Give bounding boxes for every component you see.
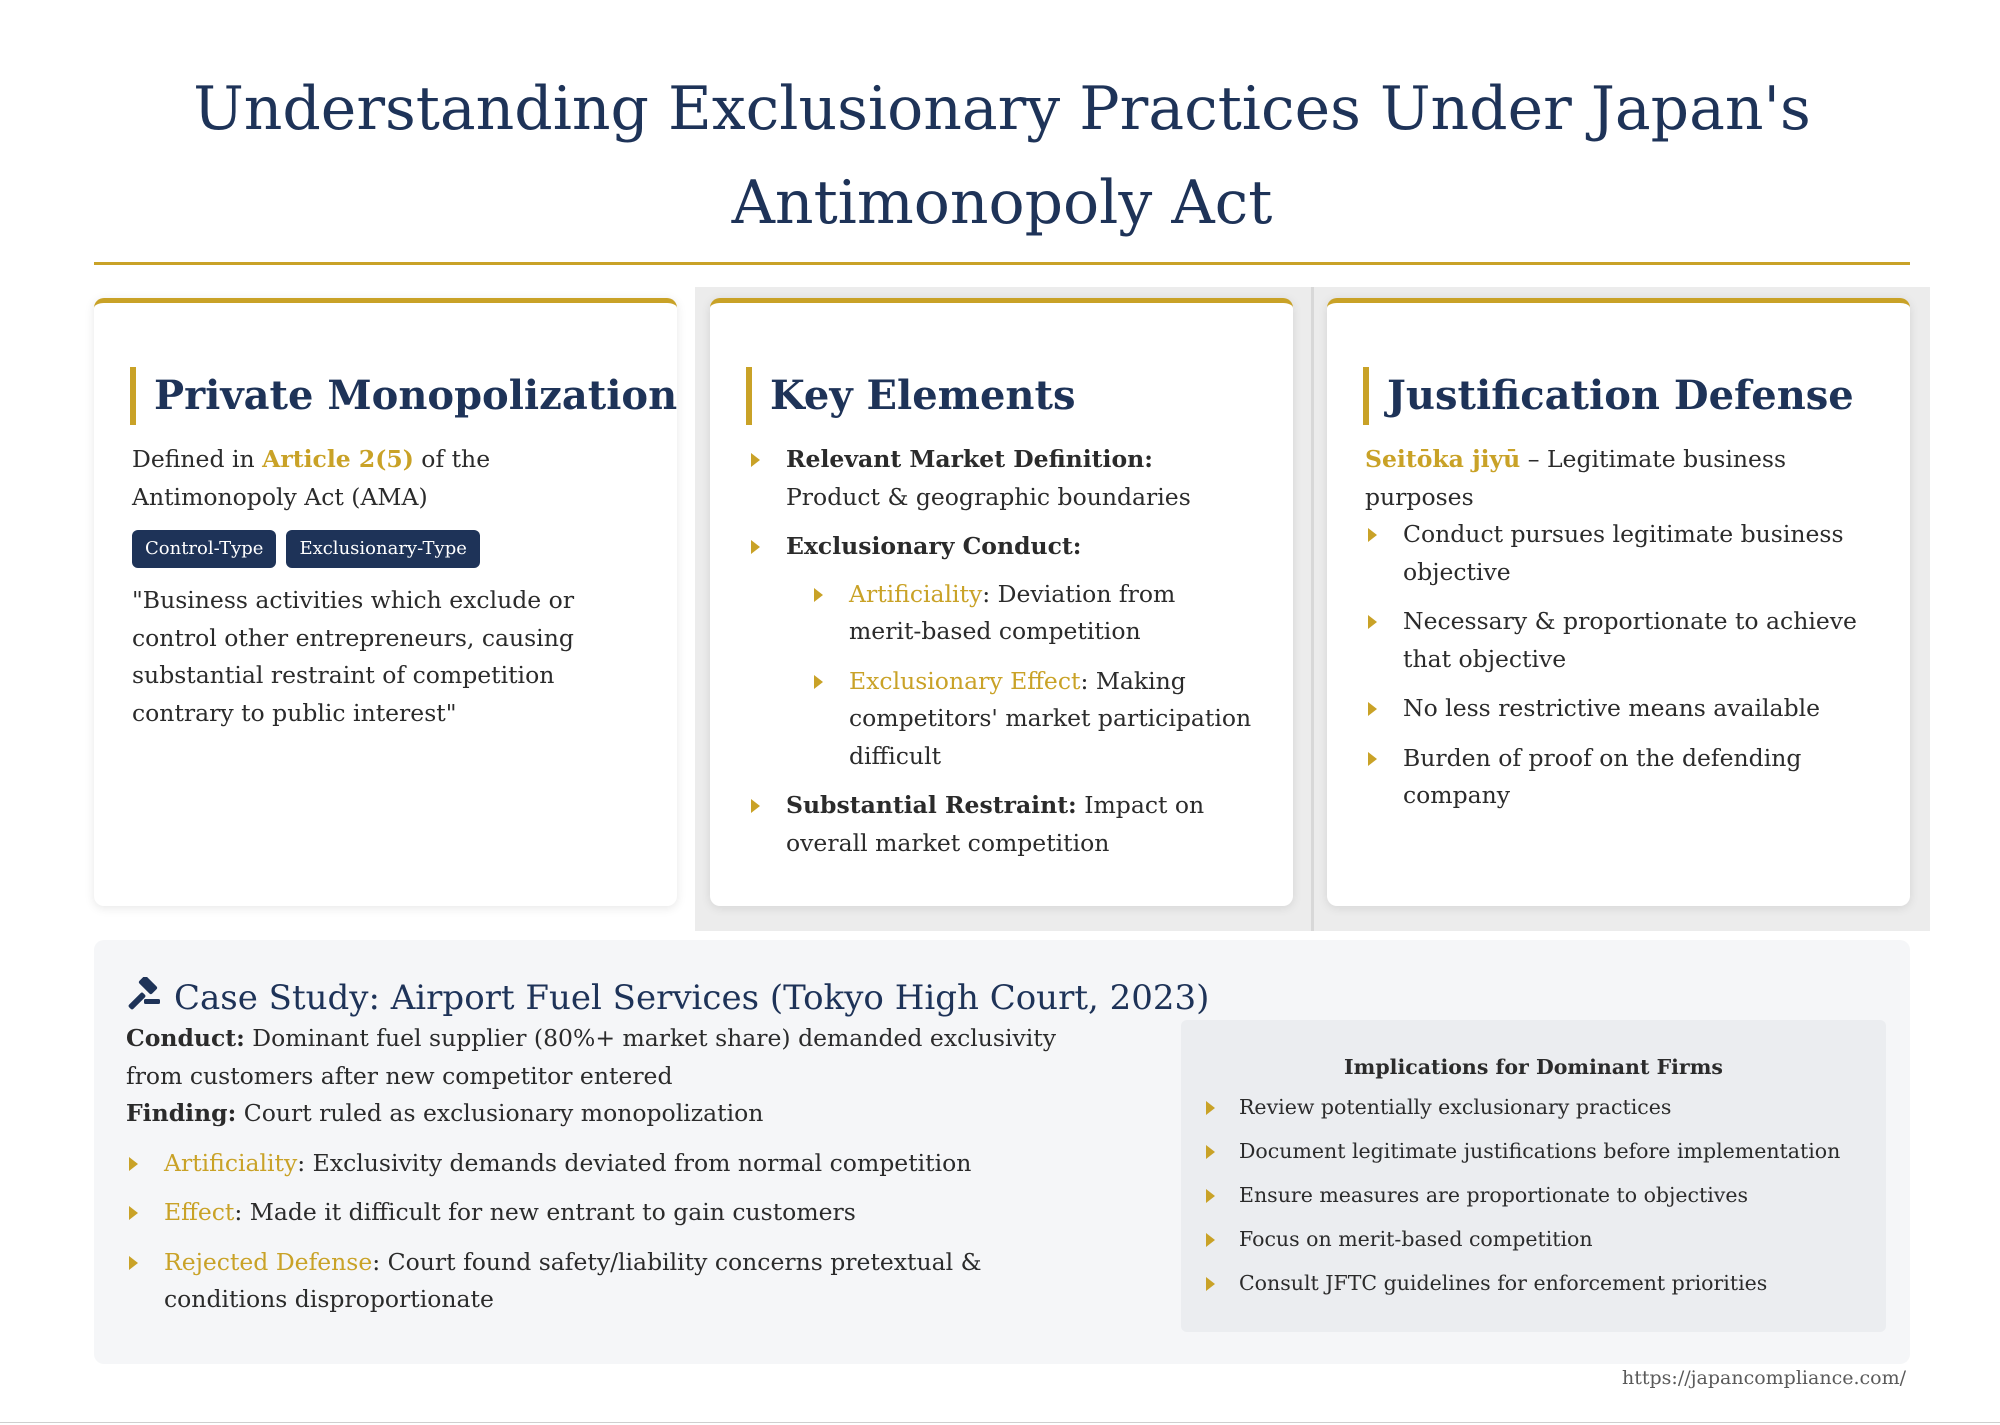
definition-text [132, 441, 649, 516]
defense-term-line [1365, 441, 1886, 516]
case-points-list [126, 1145, 1106, 1319]
card-heading: Justification Defense [1363, 367, 1854, 425]
implications-box [1181, 1020, 1886, 1332]
point-text: : Court found safety/liability concerns pretextual & conditions disproportionate [164, 1247, 982, 1313]
case-study-panel [94, 940, 1910, 1364]
elements-list [748, 441, 1253, 862]
badge-control-type: Control-Type [132, 530, 276, 568]
list-item: No less restrictive means available [1365, 690, 1886, 728]
defense-term-text: – Legitimate business purposes [1365, 445, 1787, 511]
sub-list [811, 576, 1253, 776]
band-divider [1311, 287, 1314, 931]
defense-list [1365, 516, 1886, 815]
conduct-line [126, 1020, 1106, 1095]
gavel-icon [126, 977, 162, 1013]
item-label: Relevant Market Definition: [786, 445, 1153, 473]
definition-suffix: of the Antimonopoly Act (AMA) [132, 445, 491, 511]
list-item: Consult JFTC guidelines for enforcement priorities [1203, 1268, 1873, 1298]
item-label: Substantial Restraint: [786, 791, 1077, 819]
card-body [132, 441, 649, 732]
list-item: Burden of proof on the defending company [1365, 740, 1886, 815]
type-badges [132, 530, 649, 568]
case-study-title [126, 973, 1209, 1023]
point-text: : Made it difficult for new entrant to gain customers [234, 1198, 856, 1226]
item-text: Product & geographic boundaries [786, 482, 1191, 511]
footer-url[interactable]: https://japancompliance.com/ [1622, 1367, 1906, 1389]
list-item [126, 1194, 1106, 1232]
list-item: Conduct pursues legitimate business objective [1365, 516, 1886, 591]
list-item: Ensure measures are proportionate to objectives [1203, 1180, 1873, 1210]
list-item [126, 1244, 1106, 1319]
case-study-details [126, 1020, 1106, 1331]
sub-term: Artificiality [849, 579, 983, 608]
implications-heading: Implications for Dominant Firms [1344, 1055, 1723, 1079]
article-link[interactable]: Article 2(5) [262, 445, 414, 473]
justification-defense-card [1327, 298, 1910, 906]
list-item: Review potentially exclusionary practices [1203, 1092, 1873, 1122]
point-term: Artificiality [164, 1148, 298, 1177]
sub-list-item [811, 576, 1253, 651]
list-item [748, 441, 1253, 516]
point-text: : Exclusivity demands deviated from normal competition [297, 1148, 972, 1177]
card-heading: Private Monopolization [130, 367, 677, 425]
case-study-title-text: Case Study: Airport Fuel Services (Tokyo High Court, 2023) [174, 978, 1210, 1018]
point-term: Rejected Defense [164, 1247, 373, 1276]
card-body [1365, 441, 1886, 827]
private-monopolization-card [94, 298, 677, 906]
sub-text: : Making competitors' market participation difficult [849, 666, 1252, 770]
page-title: Understanding Exclusionary Practices Under Japan's Antimonopoly Act [193, 74, 1811, 238]
point-term: Effect [164, 1198, 235, 1226]
defense-term: Seitōka jiyū [1365, 445, 1521, 473]
card-heading: Key Elements [746, 367, 1076, 425]
list-item [748, 787, 1253, 862]
finding-line [126, 1095, 1106, 1133]
sub-list-item [811, 663, 1253, 776]
list-item [748, 528, 1253, 775]
definition-prefix: Defined in [132, 445, 263, 473]
definition-quote: "Business activities which exclude or control other entrepreneurs, causing substantial restraint of competition contrary to public interest" [132, 586, 575, 727]
finding-label: Finding: [126, 1099, 237, 1127]
item-label: Exclusionary Conduct: [786, 532, 1082, 560]
key-elements-card [710, 298, 1293, 906]
sub-text: : Deviation from merit-based competition [849, 579, 1176, 645]
list-item [126, 1145, 1106, 1183]
item-text: Impact on overall market competition [786, 791, 1205, 857]
card-body [748, 441, 1253, 874]
conduct-label: Conduct: [126, 1024, 245, 1052]
list-item: Focus on merit-based competition [1203, 1224, 1873, 1254]
implications-list [1203, 1092, 1873, 1312]
conduct-text: Dominant fuel supplier (80%+ market share) demanded exclusivity from customers after new competitor entered [126, 1024, 1056, 1090]
bottom-divider [0, 1422, 2000, 1423]
finding-text: Court ruled as exclusionary monopolization [236, 1099, 764, 1127]
title-divider [94, 262, 1910, 265]
list-item: Necessary & proportionate to achieve that objective [1365, 603, 1886, 678]
sub-term: Exclusionary Effect [849, 666, 1081, 695]
badge-exclusionary-type: Exclusionary-Type [286, 530, 479, 568]
list-item: Document legitimate justifications before implementation [1203, 1136, 1873, 1166]
